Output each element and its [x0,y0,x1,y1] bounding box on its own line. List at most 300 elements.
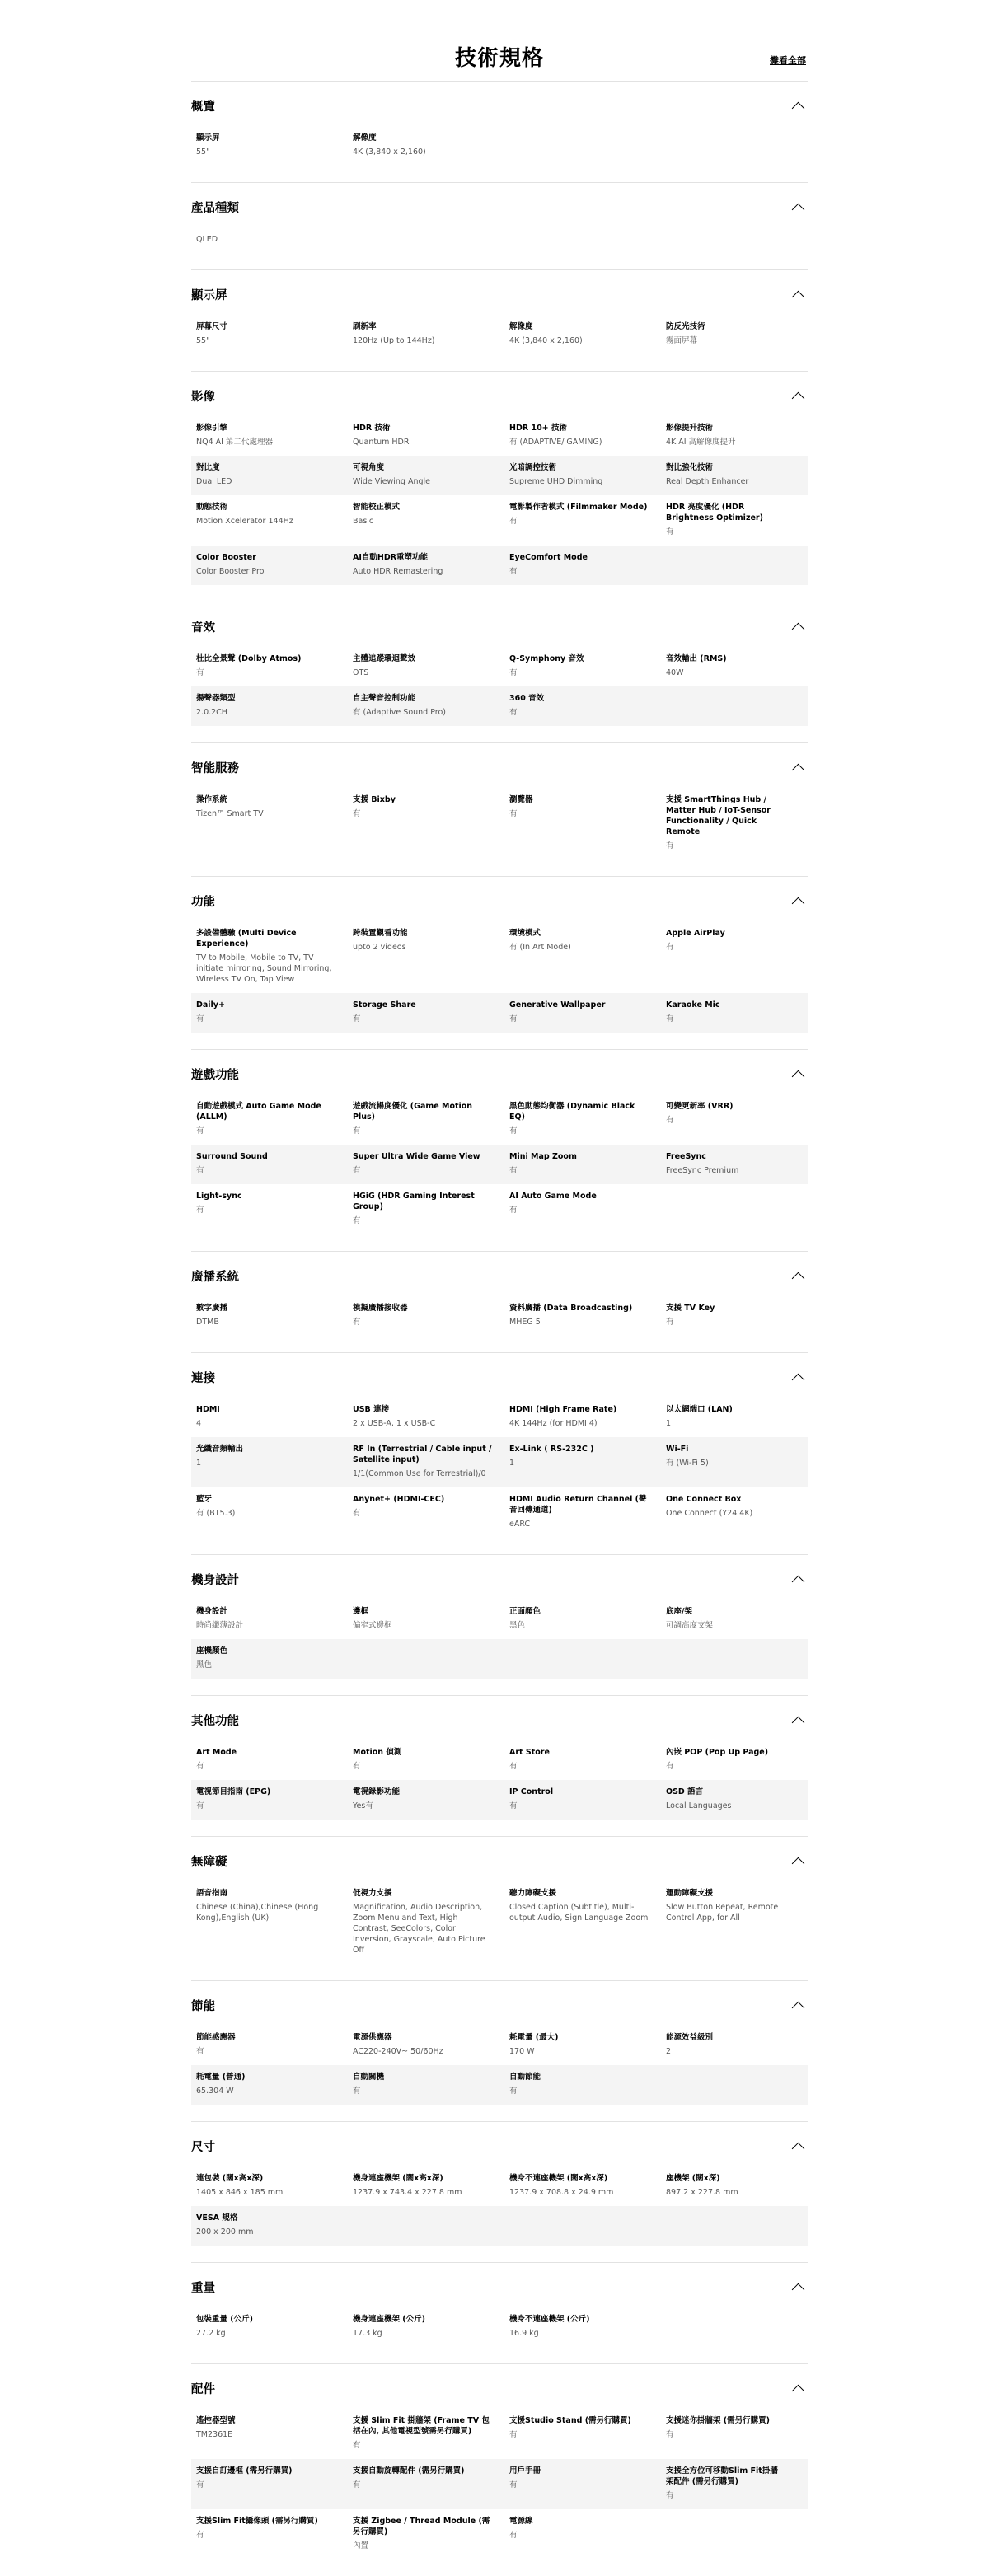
chevron-up-icon[interactable] [792,763,805,776]
spec-label: Motion 偵測 [353,1748,402,1757]
spec-value: 有 (Wi-Fi 5) [666,1459,709,1468]
spec-label: 藍牙 [196,1495,213,1504]
spec-value: 有 [196,2480,204,2489]
chevron-up-icon[interactable] [792,622,805,635]
spec-row [191,546,808,585]
spec-value: 有 [196,668,204,677]
spec-item [196,423,353,447]
spec-item [353,1000,509,1024]
spec-value: 有 [666,1014,674,1023]
spec-row [191,1740,808,1780]
spec-value: 有 [666,2430,674,2439]
section-title: 節能 [191,1999,215,2013]
spec-label: Wi-Fi [666,1445,689,1454]
spec-label: 機身不連座機架 (公斤) [509,2315,590,2324]
spec-item [666,423,798,447]
spec-item [196,1101,353,1136]
spec-value: 有 [509,2430,518,2439]
spec-label: 以太網端口 (LAN) [666,1405,733,1414]
section-header[interactable] [191,2377,808,2399]
spec-value: 有 [666,2491,674,2500]
spec-label: Anynet+ (HDMI-CEC) [353,1495,445,1504]
spec-label: 支援迷你掛牆架 (需另行購買) [666,2416,770,2425]
spec-item [196,2516,353,2551]
spec-item [666,794,798,851]
spec-label: 機身連座機架 (公斤) [353,2315,425,2324]
spec-value: 有 [509,1126,518,1136]
spec-label: HDR 亮度優化 (HDR Brightness Optimizer) [666,503,763,522]
spec-item [196,2032,353,2057]
spec-item [353,653,509,678]
spec-value: 有 [666,841,674,850]
spec-value: NQ4 AI 第二代處理器 [196,438,273,447]
spec-value: 有 [353,2480,361,2489]
section-header[interactable] [191,1265,808,1286]
spec-label: 耗電量 (普通) [196,2073,246,2082]
chevron-up-icon[interactable] [792,203,805,216]
spec-label: Surround Sound [196,1152,268,1161]
spec-value: 有 [509,708,518,717]
spec-label: 屏幕尺寸 [196,322,228,331]
spec-label: 瀏覽器 [509,795,533,804]
spec-value: 55" [196,336,210,345]
section-header[interactable] [191,1709,808,1731]
spec-row [191,2166,808,2206]
section-header[interactable] [191,1366,808,1388]
spec-label: 對比度 [196,463,220,472]
spec-label: 連包裝 (闊x高x深) [196,2174,264,2183]
spec-label: Light-sync [196,1192,242,1201]
spec-label: Daily+ [196,1000,225,1009]
spec-row [191,921,808,993]
spec-item [509,1787,666,1811]
spec-label: 電源線 [509,2517,533,2526]
chevron-up-icon[interactable] [792,2283,805,2296]
spec-value: 有 [353,2441,361,2450]
spec-item [666,1404,798,1429]
spec-label: 能源效益級別 [666,2033,714,2042]
spec-value: 1405 x 846 x 185 mm [196,2188,284,2197]
spec-value: 1237.9 x 708.8 x 24.9 mm [509,2188,614,2197]
spec-item [353,552,509,577]
spec-value: Color Booster Pro [196,567,265,576]
spec-item [509,1151,666,1176]
spec-item [196,1303,353,1328]
spec-value: 2 x USB-A, 1 x USB-C [353,1419,436,1428]
spec-item [196,2213,353,2237]
spec-item [196,1606,353,1631]
spec-label: 刷新率 [353,322,377,331]
spec-label: 支援自訂邊框 (需另行購買) [196,2466,293,2475]
spec-label: 數字廣播 [196,1304,228,1313]
spec-item [353,2072,509,2096]
spec-section [191,1980,808,2121]
spec-item [353,423,509,447]
spec-value: One Connect (Y24 4K) [666,1509,753,1518]
spec-row [191,2065,808,2105]
chevron-up-icon[interactable] [792,1575,805,1588]
spec-label: AI自動HDR重塑功能 [353,553,429,562]
spec-section [191,602,808,742]
spec-row [191,1599,808,1639]
spec-row [191,1780,808,1820]
spec-label: HDR 10+ 技術 [509,424,567,433]
spec-value: 有 [353,2087,361,2096]
spec-value: Yes有 [353,1801,373,1810]
spec-item [353,1404,509,1429]
spec-label: 電影製作者模式 (Filmmaker Mode) [509,503,648,512]
spec-value: 55" [196,148,210,157]
spec-row [191,1639,808,1679]
spec-item [509,502,666,537]
spec-label: 支援 Slim Fit 掛牆架 (Frame TV 包括在內, 其他電視型號需另行購買) [353,2416,490,2436]
spec-row [191,1094,808,1145]
spec-label: USB 連接 [353,1405,390,1414]
spec-row [191,2307,808,2347]
spec-value: 2 [666,2047,672,2056]
spec-item [196,1191,353,1226]
spec-item [353,2032,509,2057]
spec-label: Art Mode [196,1748,237,1757]
spec-label: 顯示屏 [196,133,220,143]
chevron-up-icon[interactable] [792,391,805,405]
spec-label: RF In (Terrestrial / Cable input / Satellite input) [353,1445,492,1464]
spec-value: 有 [196,1206,204,1215]
spec-label: HDMI [196,1405,220,1414]
spec-value: Basic [353,517,374,526]
spec-section [191,269,808,371]
section-header[interactable] [191,385,808,406]
spec-item [509,1191,666,1226]
spec-value: 偏窄式邊框 [353,1621,392,1630]
spec-item [353,133,509,157]
spec-label: Art Store [509,1748,550,1757]
spec-item [353,693,509,718]
spec-item [196,552,353,577]
spec-value: Closed Caption (Subtitle), Multi-output Audio, Sign Language Zoom [509,1903,649,1923]
spec-value: 有 [196,1762,204,1771]
spec-item [666,1151,798,1176]
spec-label: 對比強化技術 [666,463,714,472]
spec-value: 時尚纖薄設計 [196,1621,244,1630]
spec-value: 有 [509,1014,518,1023]
spec-value: 4K 144Hz (for HDMI 4) [509,1419,598,1428]
spec-item [666,1606,798,1631]
spec-label: 低視力支援 [353,1889,392,1898]
chevron-up-icon[interactable] [792,2001,805,2014]
section-title: 其他功能 [191,1714,239,1728]
section-header[interactable] [191,1994,808,2016]
spec-item [666,1747,798,1772]
spec-value: 有 [509,2480,518,2489]
spec-value: 17.3 kg [353,2329,382,2338]
spec-value: 有 [666,1318,674,1327]
spec-value: 有 [353,1509,361,1518]
spec-item [196,1444,353,1479]
section-title: 顯示屏 [191,288,227,302]
spec-value: Motion Xcelerator 144Hz [196,517,293,526]
spec-label: 機身連座機架 (闊x高x深) [353,2174,443,2183]
spec-section [191,1836,808,1980]
spec-section [191,81,808,182]
spec-item [353,321,509,346]
spec-item [353,1444,509,1479]
spec-label: 內嵌 POP (Pop Up Page) [666,1748,769,1757]
spec-row [191,1184,808,1234]
spec-label: 揚聲器類型 [196,694,236,703]
section-title: 連接 [191,1371,215,1385]
spec-item [666,2466,798,2501]
page-header [191,0,808,81]
spec-section [191,1695,808,1836]
spec-value: Wide Viewing Angle [353,477,431,486]
spec-label: 防反光技術 [666,322,705,331]
spec-label: AI Auto Game Mode [509,1192,597,1201]
spec-label: 支援 Bixby [353,795,396,804]
spec-label: 運動障礙支援 [666,1889,714,1898]
spec-item [196,2173,353,2198]
spec-item [196,1404,353,1429]
chevron-up-icon[interactable] [792,897,805,910]
section-header[interactable] [191,95,808,116]
spec-item [196,1747,353,1772]
spec-item [666,2173,798,2198]
spec-value: 有 [353,1014,361,1023]
spec-value: 有 [509,1166,518,1175]
chevron-up-icon[interactable] [792,101,805,115]
spec-row [191,1881,808,1964]
spec-value: eARC [509,1520,531,1529]
spec-item [353,2173,509,2198]
chevron-up-icon[interactable] [792,1716,805,1729]
section-header[interactable] [191,2276,808,2297]
spec-value: 1/1(Common Use for Terrestrial)/0 [353,1469,486,1478]
spec-label: 邊框 [353,1607,369,1616]
chevron-up-icon[interactable] [792,1373,805,1386]
spec-item [353,2466,509,2501]
spec-row [191,495,808,546]
spec-item [666,1000,798,1024]
spec-item [196,653,353,678]
spec-item [666,462,798,487]
spec-value: 有 [353,1318,361,1327]
spec-value: 有 [509,809,518,818]
spec-label: Ex-Link ( RS-232C ) [509,1445,594,1454]
spec-section [191,876,808,1049]
spec-item [353,1747,509,1772]
spec-label: 模擬廣播接收器 [353,1304,408,1313]
spec-item [353,502,509,537]
spec-item [509,462,666,487]
spec-label: 可變更新率 (VRR) [666,1102,734,1111]
spec-label: EyeComfort Mode [509,553,588,562]
spec-value: 4K (3,840 x 2,160) [353,148,426,157]
spec-row [191,1487,808,1538]
spec-item [353,462,509,487]
spec-item [509,1494,666,1529]
spec-value: 有 [353,1762,361,1771]
spec-section [191,182,808,269]
spec-label: 智能校正模式 [353,503,401,512]
spec-item [353,1787,509,1811]
chevron-up-icon[interactable] [792,1272,805,1285]
spec-label: 聽力障礙支援 [509,1889,557,1898]
spec-label: 360 音效 [509,694,545,703]
spec-item [509,1000,666,1024]
spec-item [509,794,666,851]
section-header[interactable] [191,196,808,218]
spec-value: 有 [509,1801,518,1810]
spec-label: 遙控器型號 [196,2416,236,2425]
spec-value: 4 [196,1419,202,1428]
spec-item [509,2314,666,2339]
spec-value: 有 (ADAPTIVE/ GAMING) [509,438,602,447]
section-header[interactable] [191,2135,808,2157]
spec-item [666,1444,798,1479]
spec-label: One Connect Box [666,1495,742,1504]
spec-item [353,2314,509,2339]
spec-label: 支援Studio Stand (需另行購買) [509,2416,631,2425]
chevron-up-icon[interactable] [792,1070,805,1083]
spec-value: Magnification, Audio Description, Zoom Menu and Text, High Contrast, SeeColors, Color Inversion, Grayscale, Auto Picture Off [353,1903,485,1955]
section-header[interactable] [191,756,808,778]
spec-value: 有 (In Art Mode) [509,943,571,952]
section-header[interactable] [191,283,808,305]
spec-item [666,653,798,678]
spec-section [191,2363,808,2576]
spec-row [191,2509,808,2560]
section-header[interactable] [191,1568,808,1590]
spec-value: Dual LED [196,477,232,486]
section-title: 功能 [191,895,215,909]
spec-value: 有 [196,1126,204,1136]
spec-value: Local Languages [666,1801,732,1810]
spec-label: 可視角度 [353,463,385,472]
spec-value: 有 (Adaptive Sound Pro) [353,708,447,717]
spec-item [353,2415,509,2451]
spec-value: MHEG 5 [509,1318,541,1327]
spec-label: 自動節能 [509,2073,541,2082]
spec-item [509,1303,666,1328]
spec-label: 電視錄影功能 [353,1787,401,1796]
spec-item [196,462,353,487]
spec-value: 有 [509,2531,518,2540]
chevron-up-icon[interactable] [792,2142,805,2155]
spec-item [353,1303,509,1328]
spec-item [509,2415,666,2451]
spec-label: 用戶手冊 [509,2466,541,2475]
spec-item [666,2032,798,2057]
spec-item [509,1747,666,1772]
chevron-up-icon[interactable] [792,2384,805,2397]
spec-item [666,1303,798,1328]
spec-section [191,2262,808,2363]
spec-row [191,993,808,1033]
spec-value: Tizen™ Smart TV [196,809,264,818]
spec-label: 杜比全景聲 (Dolby Atmos) [196,654,302,663]
section-title: 產品種類 [191,201,239,215]
spec-value: Chinese (China),Chinese (Hong Kong),English (UK) [196,1903,319,1923]
spec-item [666,928,798,985]
spec-label: 包裝重量 (公斤) [196,2315,253,2324]
spec-item [509,1101,666,1136]
spec-item [196,928,353,985]
spec-label: Generative Wallpaper [509,1000,606,1009]
chevron-up-icon[interactable] [792,290,805,303]
spec-label: HDMI (High Frame Rate) [509,1405,617,1414]
spec-item [353,1151,509,1176]
spec-value: OTS [353,668,369,677]
spec-label: 影像引擎 [196,424,228,433]
spec-row [191,227,808,253]
spec-item [666,321,798,346]
spec-value: 有 [666,527,674,536]
spec-item [666,1787,798,1811]
spec-label: 音效輸出 (RMS) [666,654,727,663]
spec-label: HGiG (HDR Gaming Interest Group) [353,1192,475,1211]
spec-label: 支援 SmartThings Hub / Matter Hub / IoT-Sensor Functionality / Quick Remote [666,795,771,836]
spec-label: IP Control [509,1787,554,1796]
spec-row [191,315,808,354]
expand-all-link[interactable]: 攤看全部 [770,55,806,66]
spec-row [191,2409,808,2459]
spec-section [191,1554,808,1695]
section-header[interactable] [191,1063,808,1084]
spec-item [196,794,353,851]
spec-item [353,1606,509,1631]
spec-item [666,1494,798,1529]
spec-label: 正面顏色 [509,1607,541,1616]
spec-value: 27.2 kg [196,2329,226,2338]
spec-value: 可調高度支架 [666,1621,714,1630]
spec-value: 有 [509,2087,518,2096]
spec-value: 有 [509,517,518,526]
section-header[interactable] [191,890,808,911]
spec-label: Karaoke Mic [666,1000,720,1009]
spec-label: 支援 Zigbee / Thread Module (需另行購買) [353,2517,490,2536]
spec-label: 底座/架 [666,1607,692,1616]
spec-label: 機身設計 [196,1607,228,1616]
spec-item [509,2032,666,2057]
spec-row [191,1145,808,1184]
spec-row [191,456,808,495]
spec-value: 有 [509,1206,518,1215]
spec-value: 1 [666,1419,672,1428]
spec-label: Storage Share [353,1000,416,1009]
spec-section [191,1049,808,1251]
spec-label: HDMI Audio Return Channel (聲音回傳通道) [509,1495,647,1515]
spec-label: 支援Slim Fit攝像頭 (需另行購買) [196,2517,318,2526]
spec-value: 有 [509,567,518,576]
chevron-up-icon[interactable] [792,1857,805,1870]
spec-label: HDR 技術 [353,424,391,433]
spec-value: 200 x 200 mm [196,2227,254,2236]
spec-value: 有 [196,1801,204,1810]
spec-value: 有 [353,809,361,818]
spec-value: 有 [353,1166,361,1175]
section-header[interactable] [191,1850,808,1871]
section-title: 重量 [191,2281,215,2295]
spec-label: 解像度 [353,133,377,143]
section-header[interactable] [191,616,808,637]
spec-item [353,1888,509,1955]
spec-item [353,1101,509,1136]
spec-item [196,133,353,157]
spec-value: Slow Button Repeat, Remote Control App, for All [666,1903,779,1923]
spec-item [196,1787,353,1811]
spec-label: 支援自動旋轉配件 (需另行購買) [353,2466,465,2475]
spec-item [509,1444,666,1479]
